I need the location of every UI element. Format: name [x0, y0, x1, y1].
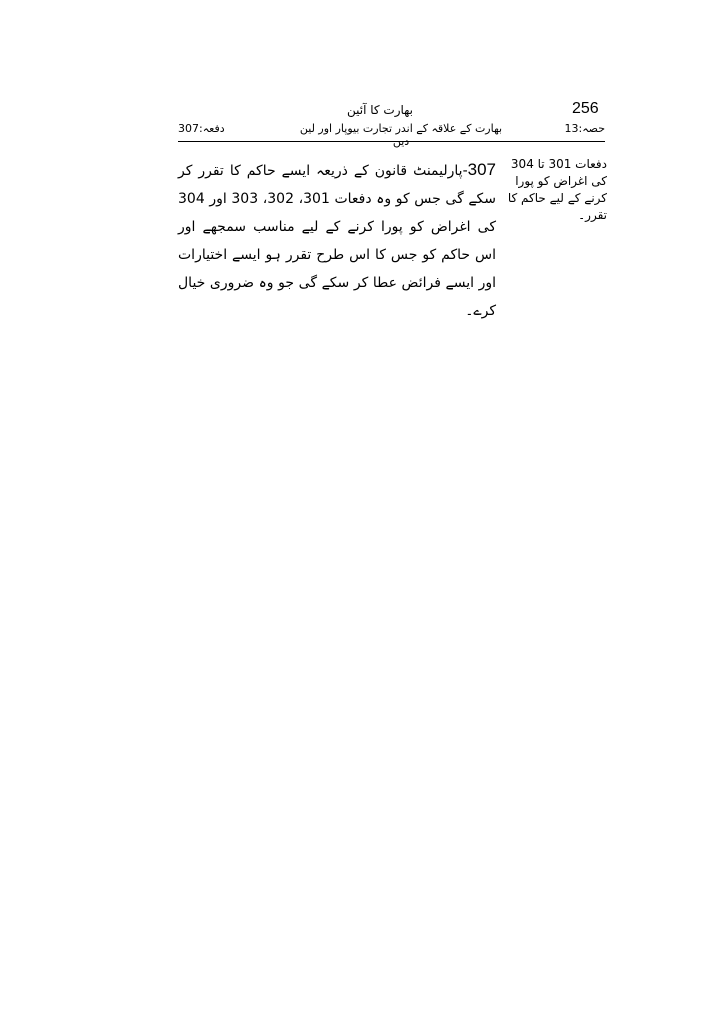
part-label: حصہ:13	[564, 122, 605, 135]
article-label: دفعہ:307	[178, 122, 225, 135]
article-text: -پارلیمنٹ قانون کے ذریعہ ایسے حاکم کا تقرر کر سکے گی جس کو وہ دفعات 301، 302، 303 اور 304 کی اغراض کو پورا کرنے کے لیے مناسب سمجھے اور اس حاکم کو جس کا اس طرح تقرر ہو ایسے اختیارات اور ایسے فرائض عطا کر سکے گی جو وہ ضروری خیال کرے۔	[178, 163, 497, 319]
chapter-title: بھارت کے علاقہ کے اندر تجارت بیوپار اور لین دین	[299, 122, 503, 148]
header-divider	[178, 141, 605, 142]
book-title: بھارت کا آئین	[346, 103, 414, 117]
margin-note: دفعات 301 تا 304 کی اغراض کو پورا کرنے کے لیے حاکم کا تقرر۔	[507, 157, 607, 222]
article-number: 307	[467, 160, 496, 179]
page-number: 256	[572, 100, 599, 117]
article-paragraph	[178, 156, 496, 325]
running-header	[178, 122, 605, 148]
